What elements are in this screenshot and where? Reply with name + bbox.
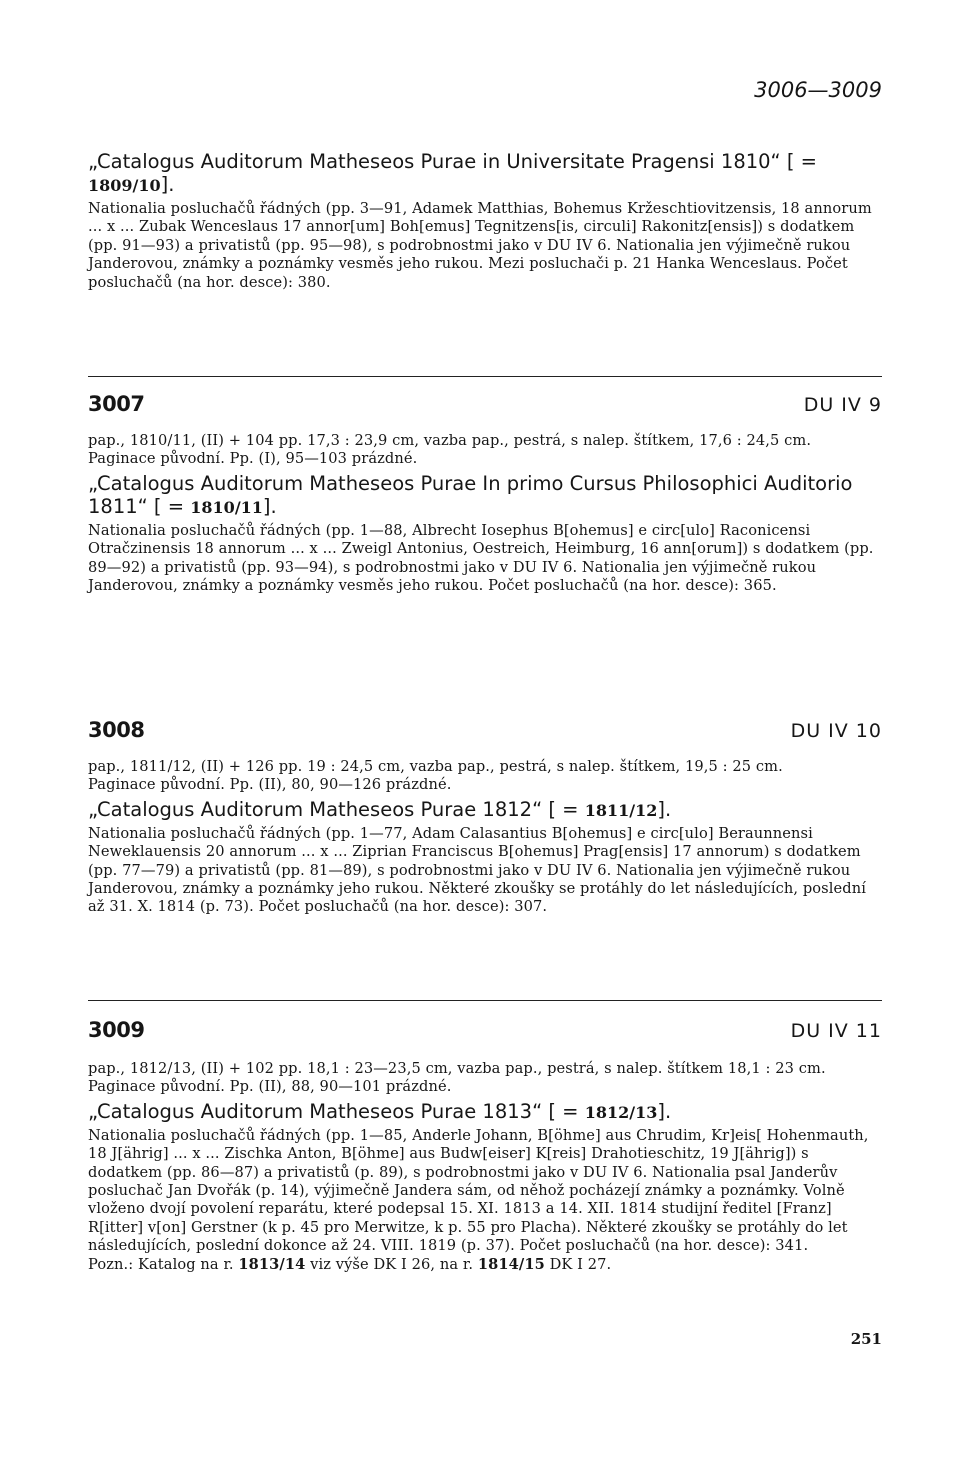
catalog-title: „Catalogus Auditorum Matheseos Purae 1813“ [ = 1812/13]. [88,1099,672,1123]
entry-body: Nationalia posluchačů řádných (pp. 1—85, Anderle Johann, B[öhme] aus Chrudim, Kr]eis[ Hohenmauth, 18 J[ährig] ... x ... Zischka Anton, B[öhme] aus Budw[eiser] K[reis] Drahotieschitz, 19 J[ährig]) s dodatkem (pp. 86—87) a privatistů (p. 89), s podrobnostmi jako v DU IV 6. Nationalia psal Janderův posluchač Jan Dvořák (p. 14), výjimečně Jandera sám, od něhož pocházejí známky a poznámky. Volně vloženo dvojí povolení reparátu, které podepsal 15. XI. 1813 a 14. XII. 1814 studijní ředitel [Franz] R[itter] v[on] Gerstner (k p. 45 pro Merwitze, k p. 55 pro Placha). Některé zkoušky se protáhly do let následujících, poslední dokonce až 24. VIII. 1819 (p. 37). Počet posluchačů (na hor. desce): 341. [88,1126,869,1255]
page-number: 251 [850,1330,882,1348]
entry-body: Nationalia posluchačů řádných (pp. 1—88, Albrecht Iosephus B[ohemus] e circ[ulo] Raconicensi Otračzinensis 18 annorum ... x ... Zweigl Antonius, Oestreich, Heimburg, 16 ann[orum]) s dodatkem (pp. 89—92) a privatistů (pp. 93—94), s podrobnostmi jako v DU IV 6. Nationalia jen výjimečně rukou Janderovou, známky a poznámky vesměs jeho rukou. Počet posluchačů (na hor. desce): 365. [88,521,874,595]
entry-body: Nationalia posluchačů řádných (pp. 1—77, Adam Calasantius B[ohemus] e circ[ulo] Beraunnensi Neweklauensis 20 annorum ... x ... Ziprian Franciscus B[ohemus] Prag[ensis] 17 annorum) s dodatkem (pp. 77—79) a privatistů (pp. 81—89), s podrobnostmi jako v DU IV 6. Nationalia jen výjimečně rukou Janderovou, známky a poznámky jeho rukou. Některé zkoušky se protáhly do let následujících, poslední až 31. X. 1814 (p. 73). Počet posluchačů (na hor. desce): 307. [88,824,866,916]
entry-number: 3007 [88,392,145,416]
shelf-signature: DU IV 9 [803,394,882,416]
entry-header [88,718,882,752]
shelf-signature: DU IV 10 [790,720,882,742]
entry-number: 3008 [88,718,145,742]
entry-header [88,1018,882,1052]
physical-description: pap., 1811/12, (II) + 126 pp. 19 : 24,5 cm, vazba pap., pestrá, s nalep. štítkem, 19,5 : 25 cm. [88,758,783,775]
section-divider [88,1000,882,1001]
entry-3008 [88,758,882,917]
document-page [88,0,882,1462]
catalog-title: „Catalogus Auditorum Matheseos Purae In primo Cursus Philosophici Auditorio 1811“ [ = 1810/11]. [88,471,853,518]
pagination-note: Paginace původní. Pp. (II), 88, 90—101 prázdné. [88,1078,452,1096]
shelf-signature: DU IV 11 [790,1020,882,1042]
entry-3006-continuation [88,150,882,292]
entry-3009 [88,1060,882,1274]
running-head: 3006—3009 [754,78,882,102]
entry-3007 [88,432,882,595]
catalog-title: „Catalogus Auditorum Matheseos Purae in Universitate Pragensi 1810“ [ = 1809/10]. [88,150,817,196]
pagination-note: Paginace původní. Pp. (I), 95—103 prázdné. [88,450,418,468]
physical-description: pap., 1812/13, (II) + 102 pp. 18,1 : 23—23,5 cm, vazba pap., pestrá, s nalep. štítkem 18,1 : 23 cm. [88,1060,826,1077]
footnote: Pozn.: Katalog na r. 1813/14 viz výše DK I 26, na r. 1814/15 DK I 27. [88,1255,612,1273]
catalog-title: „Catalogus Auditorum Matheseos Purae 1812“ [ = 1811/12]. [88,797,672,821]
pagination-note: Paginace původní. Pp. (II), 80, 90—126 prázdné. [88,776,452,794]
physical-description: pap., 1810/11, (II) + 104 pp. 17,3 : 23,9 cm, vazba pap., pestrá, s nalep. štítkem, 17,6 : 24,5 cm. [88,432,812,449]
entry-body: Nationalia posluchačů řádných (pp. 3—91, Adamek Matthias, Bohemus Kržeschtiovitzensis, 18 annorum ... x ... Zubak Wenceslaus 17 annor[um] Boh[emus] Tegnitzens[is, circuli] Rakonitz[ensis]) s dodatkem (pp. 91—93) a privatistů (pp. 95—98), s podrobnostmi jako v DU IV 6. Nationalia jen výjimečně rukou Janderovou, známky a poznámky vesměs jeho rukou. Mezi posluchači p. 21 Hanka Wenceslaus. Počet posluchačů (na hor. desce): 380. [88,200,872,291]
entry-number: 3009 [88,1018,145,1042]
section-divider [88,376,882,377]
entry-header [88,392,882,426]
